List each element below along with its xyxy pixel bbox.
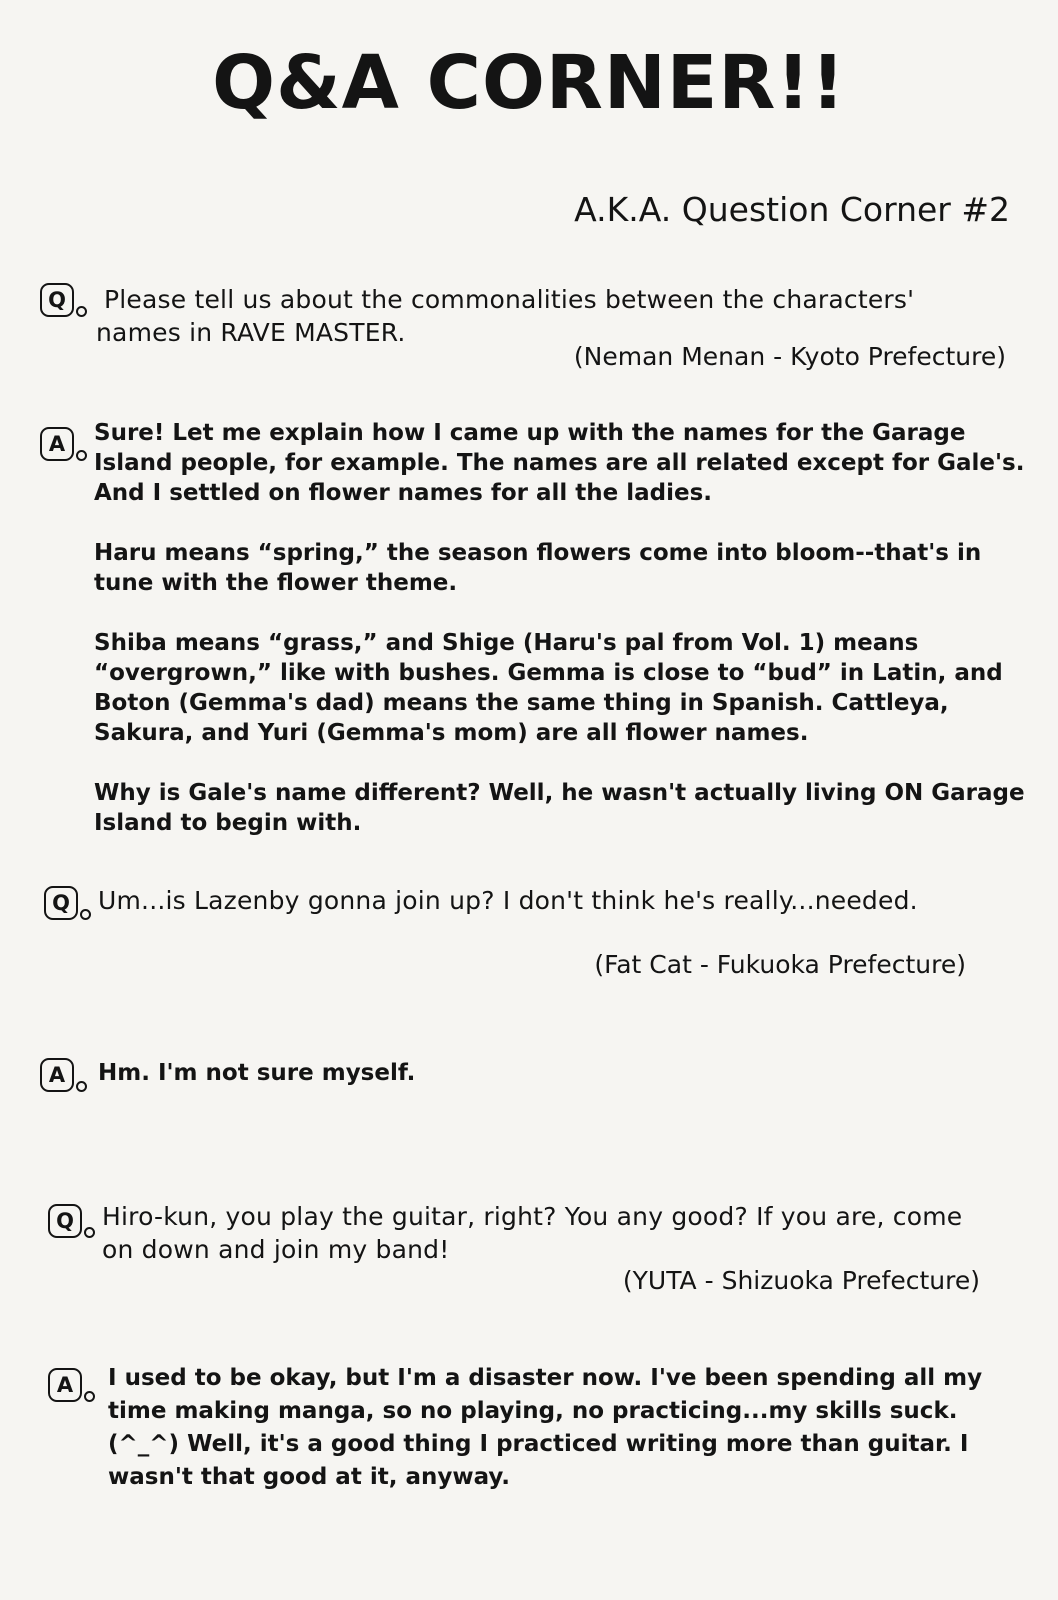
question-3-text: Hiro-kun, you play the guitar, right? You any good? If you are, come on down and join my band! [102, 1202, 963, 1264]
answer-1-paragraph: Sure! Let me explain how I came up with the names for the Garage Island people, for example. The names are all related except for Gale's. And I settled on flower names for all the ladies. [94, 420, 1025, 506]
question-3-sender: (YUTA - Shizuoka Prefecture) [622, 1266, 980, 1295]
answer-3-paragraph: I used to be okay, but I'm a disaster now. I've been spending all my time making manga, so no playing, no practicing...my skills suck. (^_^) Well, it's a good thing I practiced writing more than guitar. I wasn't that good at it, anyway. [108, 1365, 983, 1490]
question-1-sender: (Neman Menan - Kyoto Prefecture) [573, 342, 1006, 371]
question-2-sender: (Fat Cat - Fukuoka Prefecture) [594, 950, 966, 979]
page-title: Q&A CORNER!! [212, 40, 846, 126]
answer-1-paragraph: Haru means “spring,” the season flowers come into bloom--that's in tune with the flower theme. [94, 540, 982, 596]
answer-2-paragraph: Hm. I'm not sure myself. [98, 1060, 416, 1086]
a-badge-icon: A [40, 427, 74, 461]
answer-2-text [98, 1058, 998, 1088]
q-badge-icon: Q [48, 1204, 82, 1238]
a-badge-icon: A [48, 1368, 82, 1402]
answer-1-paragraph: Why is Gale's name different? Well, he wasn't actually living ON Garage Island to begin with. [94, 780, 1025, 836]
question-2-text: Um...is Lazenby gonna join up? I don't think he's really...needed. [98, 886, 918, 915]
answer-1-text [94, 418, 1044, 838]
question-1-text: Please tell us about the commonalities between the characters' names in RAVE MASTER. [96, 285, 915, 347]
answer-1-paragraph: Shiba means “grass,” and Shige (Haru's pal from Vol. 1) means “overgrown,” like with bushes. Gemma is close to “bud” in Latin, and Boton (Gemma's dad) means the same thing in Spanish. Cattleya, Sakura, and Yuri (Gemma's mom) are all flower names. [94, 630, 1003, 746]
answer-3-text [108, 1362, 998, 1494]
page-subtitle: A.K.A. Question Corner #2 [574, 190, 1010, 229]
q-badge-icon: Q [44, 886, 78, 920]
q-badge-icon: Q [40, 283, 74, 317]
a-badge-icon: A [40, 1058, 74, 1092]
